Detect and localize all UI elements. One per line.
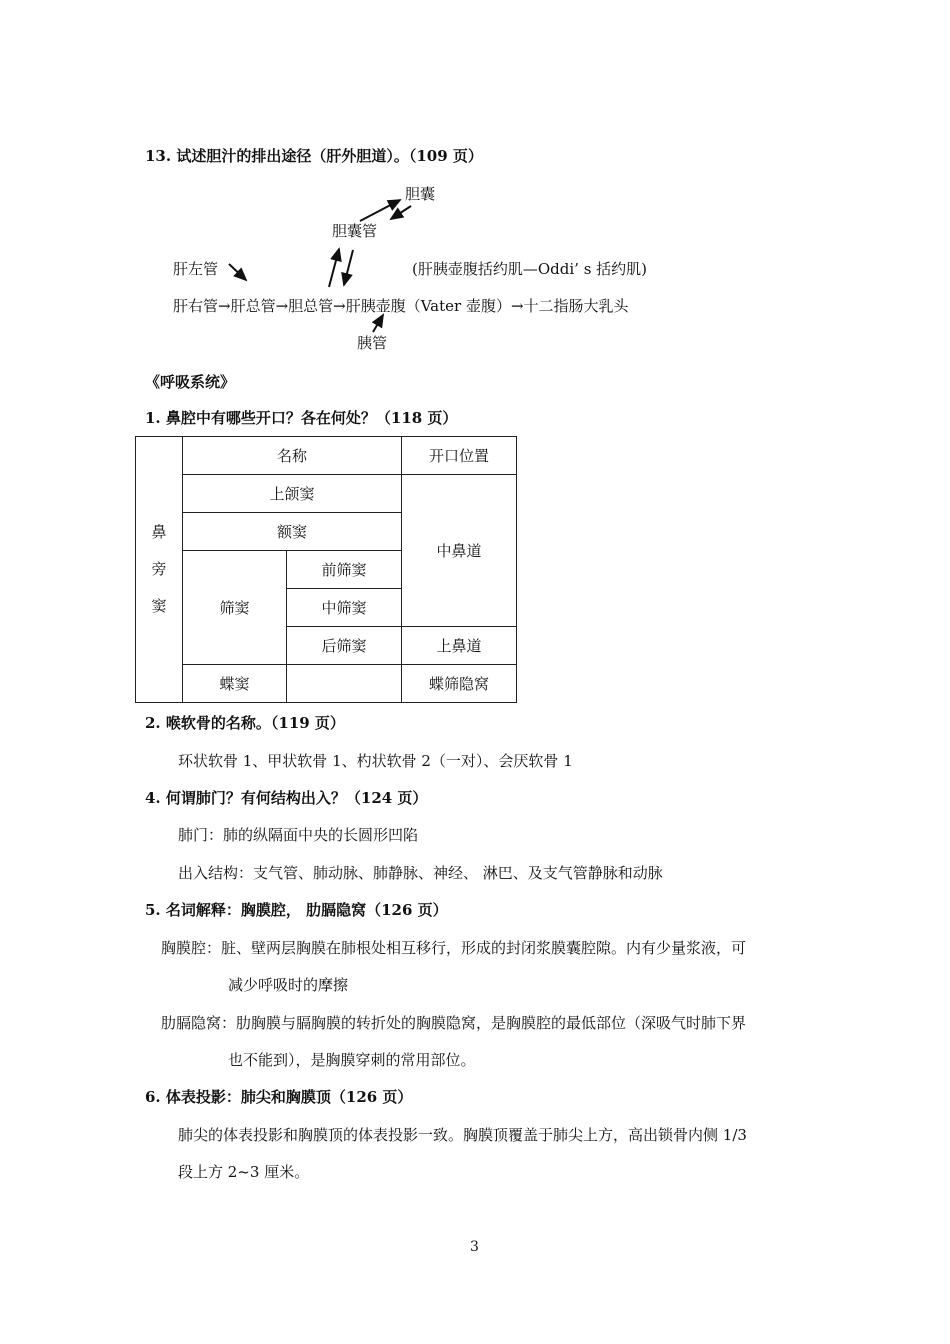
- q6-line2: 段上方 2~3 厘米。: [178, 1163, 310, 1181]
- maxillary-sinus: 上颌窦: [183, 475, 402, 513]
- sphenoid-sinus: 蝶窦: [183, 665, 287, 703]
- q5-p1-line2: 减少呼吸时的摩擦: [228, 976, 349, 994]
- section-title: 《呼吸系统》: [145, 373, 236, 391]
- sinus-group-label: 鼻旁窦: [151, 523, 167, 615]
- superior-meatus: 上鼻道: [402, 627, 517, 665]
- gallbladder-label: 胆囊: [405, 185, 436, 203]
- q1-title: 1. 鼻腔中有哪些开口？各在何处？（118 页）: [145, 409, 458, 427]
- anterior-ethmoid: 前筛窦: [287, 551, 402, 589]
- main-bile-path: 肝右管→肝总管→胆总管→肝胰壶腹（Vater 壶腹）→十二指肠大乳头: [173, 297, 629, 315]
- q2-title: 2. 喉软骨的名称。（119 页）: [145, 714, 345, 732]
- q4-title: 4. 何谓肺门？有何结构出入？（124 页）: [145, 789, 428, 807]
- left-hepatic-arrow: [229, 264, 246, 280]
- sphenoethmoidal-recess: 蝶筛隐窝: [402, 665, 517, 703]
- page-number: 3: [470, 1239, 479, 1255]
- q5-p2-line2: 也不能到），是胸膜穿刺的常用部位。: [228, 1051, 476, 1069]
- middle-meatus: 中鼻道: [402, 475, 517, 627]
- paranasal-sinus-table: [135, 436, 517, 703]
- common-to-cystic-arrow: [329, 249, 339, 287]
- cystic-duct-label: 胆囊管: [332, 222, 378, 240]
- header-position: 开口位置: [402, 437, 517, 475]
- q2-answer: 环状软骨 1、甲状软骨 1、杓状软骨 2（一对）、会厌软骨 1: [178, 752, 573, 770]
- sinus-group-cell: [136, 437, 183, 703]
- q5-p1-line1: 胸膜腔：脏、壁两层胸膜在肺根处相互移行，形成的封闭浆膜囊腔隙。内有少量浆液，可: [161, 939, 747, 957]
- frontal-sinus: 额窦: [183, 513, 402, 551]
- cystic-to-common-arrow: [344, 250, 353, 285]
- q6-line1: 肺尖的体表投影和胸膜顶的体表投影一致。胸膜顶覆盖于肺尖上方，高出锁骨内侧 1/3: [178, 1126, 747, 1144]
- posterior-ethmoid: 后筛窦: [287, 627, 402, 665]
- gallbladder-to-cystic-arrow: [391, 206, 411, 219]
- pancreatic-duct-arrow: [373, 315, 383, 332]
- q6-title: 6. 体表投影：肺尖和胸膜顶（126 页）: [145, 1088, 413, 1106]
- ethmoid-sinus: 筛窦: [183, 551, 287, 665]
- pancreatic-duct-label: 胰管: [357, 334, 388, 352]
- q13-title: 13. 试述胆汁的排出途径（肝外胆道）。（109 页）: [145, 147, 483, 165]
- left-hepatic-duct-label: 肝左管: [173, 260, 219, 278]
- q4-line2: 出入结构：支气管、肺动脉、肺静脉、神经、 淋巴、及支气管静脉和动脉: [178, 864, 663, 882]
- sphincter-note: (肝胰壶腹括约肌—Oddi’ s 括约肌): [412, 260, 648, 278]
- header-name: 名称: [183, 437, 402, 475]
- q4-line1: 肺门：肺的纵隔面中央的长圆形凹陷: [178, 826, 419, 844]
- q5-p2-line1: 肋膈隐窝：肋胸膜与膈胸膜的转折处的胸膜隐窝，是胸膜腔的最低部位（深吸气时肺下界: [161, 1014, 747, 1032]
- empty-cell: [287, 665, 402, 703]
- q5-title: 5. 名词解释：胸膜腔， 肋膈隐窝（126 页）: [145, 901, 448, 919]
- middle-ethmoid: 中筛窦: [287, 589, 402, 627]
